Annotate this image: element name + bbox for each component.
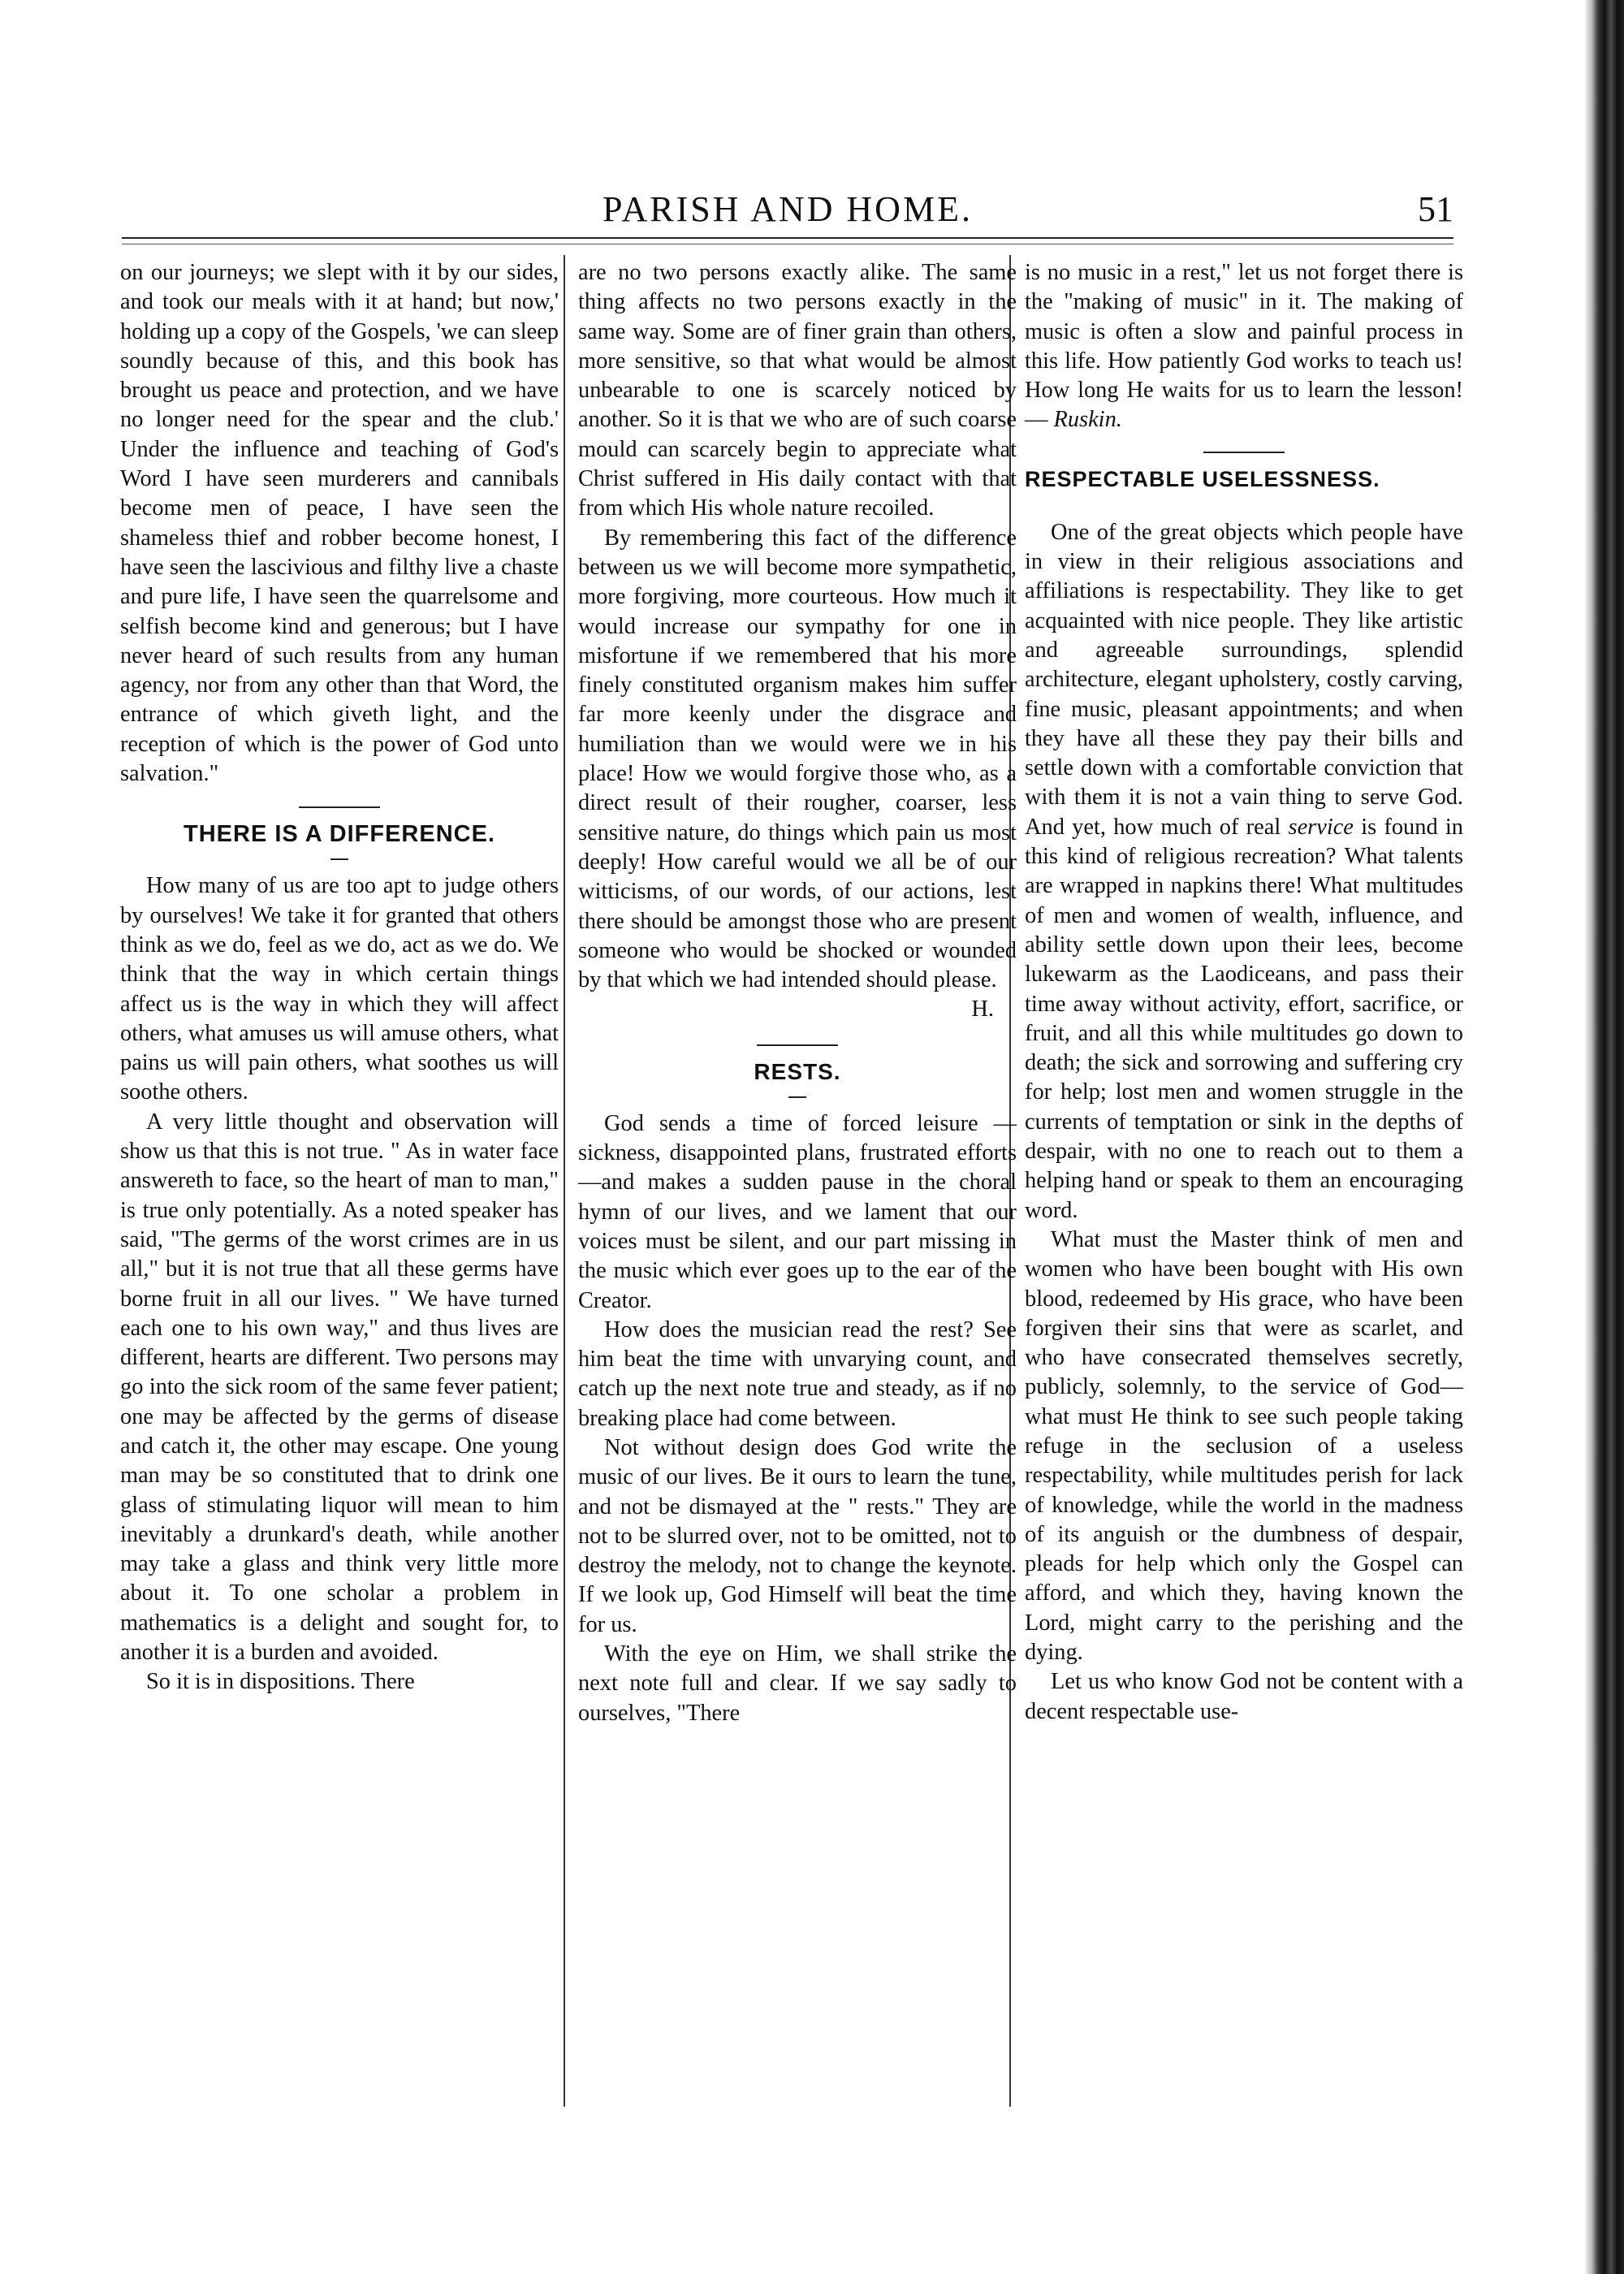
paragraph: Let us who know God not be content with a decent respectable use-	[1025, 1669, 1463, 1724]
paragraph-text: One of the great objects which people have in view in their religious associations and affiliations is respectability. They like to get acquainted with nice people. They like artistic and agreeable surroundings, splendid architecture, elegant upholstery, costly carving, fine music, pleasant appointments; and when they have all these they pay their bills and settle down with a comfortable conviction that with them it is not a vain thing to serve God. And yet, how much of real	[1025, 519, 1463, 840]
paragraph	[1025, 518, 1463, 1226]
header-rule	[122, 237, 1453, 239]
column-divider	[564, 255, 565, 2107]
paragraph: How does the musician read the rest? See him beat the time with unvarying count, and catch up the next note true and steady, as if no breaking place had come between.	[578, 1316, 1017, 1431]
paragraph: on our journeys; we slept with it by our sides, and took our meals with it at hand; but now,' holding up a copy of the Gospels, 'we can sleep soundly because of this, and this book has brought us peace and protection, and we have no longer need for the spear and the club.' Under the influence and teaching of God's Word I have seen murderers and cannibals become men of peace, I have seen the shameless thief and robber become honest, I have seen the lascivious and filthy live a chaste and pure life, I have seen the quarrelsome and selfish become kind and generous; but I have never heard of such results from any human agency, nor from any other than that Word, the entrance of which giveth light, and the reception of which is the power of God unto salvation."	[120, 260, 559, 787]
paragraph: Not without design does God write the music of our lives. Be it ours to learn the tune, and not be dismayed at the " rests." They are not to be slurred over, not to be omitted, not to destroy the melody, not to change the keynote. If we look up, God Himself will beat the time for us.	[578, 1434, 1017, 1637]
paragraph: are no two persons exactly alike. The same thing affects no two persons exactly in the same way. Some are of finer grain than others, more sensitive, so that what would be almost unbearable to one is scarcely noticed by another. So it is that we who are of such coarse mould can scarcely begin to appreciate what Christ suffered in His daily contact with that from which His whole nature recoiled.	[578, 260, 1017, 521]
paragraph: God sends a time of forced leisure —sickness, disappointed plans, frustrated efforts—and makes a sudden pause in the choral hymn of our lives, and we lament that our voices must be silent, and our part missing in the music which ever goes up to the ear of the Creator.	[578, 1110, 1017, 1313]
section-heading: THERE IS A DIFFERENCE.	[184, 821, 495, 848]
paragraph: By remembering this fact of the difference between us we will become more sympathetic, more forgiving, more courteous. How much it would increase our sympathy for one in misfortune if we remembered that his more finely constituted organism makes him suffer far more keenly under the disgrace and humiliation than we would were we in his place! How we would forgive those who, as a direct result of their rougher, coarser, less sensitive nature, do things which pain us most deeply! How careful would we all be of our witticisms, of our words, of our actions, lest there should be amongst those who are present someone who would be shocked or wounded by that which we had intended should please.	[578, 525, 1017, 993]
quotation-text: is no music in a rest," let us not forget there is the "making of music" in it. The making of music is often a slow and painful process in this life. How patiently God works to teach us! How long He waits for us to learn the lesson! —	[1025, 260, 1463, 433]
paragraph: What must the Master think of men and women who have been bought with His own blood, redeemed by His grace, who have been forgiven their sins that were as scarlet, and who have consecrated themselves secretly, publicly, solemnly, to the service of God—what must He think to see such people taking refuge in the seclusion of a useless respectability, while multitudes perish for lack of knowledge, while the world in the madness of its anguish or the dumbness of despair, pleads for help which only the Gospel can afford, and which they, having known the Lord, might carry to the perishing and the dying.	[1025, 1226, 1463, 1666]
quotation-author: Ruskin.	[1053, 407, 1122, 433]
paragraph: With the eye on Him, we shall strike the next note full and clear. If we say sadly to ourselves, "There	[578, 1641, 1017, 1726]
section-heading: RESTS.	[754, 1058, 841, 1084]
section-heading: RESPECTABLE USELESSNESS.	[1025, 466, 1380, 491]
author-signature: H.	[971, 996, 994, 1022]
running-title: PARISH AND HOME.	[603, 189, 973, 229]
paragraph-text: is found in this kind of religious recreation? What talents are wrapped in napkins there! What multitudes of men and women of wealth, influence, and ability settle down upon their lees, become lukewarm as the Laodiceans, and pass their time away without activity, effort, sacrifice, or fruit, and all this while multitudes go down to death; the sick and sorrowing and suffering cry for help; lost men and women struggle in the currents of temptation or sink in the depths of despair, with no one to reach out to them a helping hand or speak to them an encouraging word.	[1025, 814, 1463, 1223]
paragraph: So it is in dispositions. There	[146, 1669, 415, 1695]
paragraph	[1025, 258, 1463, 435]
emphasized-word: service	[1288, 814, 1354, 840]
page-binding-edge	[1585, 0, 1624, 2274]
page-header	[122, 185, 1453, 234]
column-1	[120, 258, 559, 1697]
paragraph: A very little thought and observation will show us that this is not true. " As in water face answereth to face, so the heart of man to man," is true only potentially. As a noted speaker has said, "The germs of the worst crimes are in us all," but it is not true that all these germs have borne fruit in all our lives. " We have turned each one to his own way," and thus lives are different, hearts are different. Two persons may go into the sick room of the same fever patient; one may be affected by the germs of disease and catch it, the other may escape. One young man may be so constituted that to drink one glass of stimulating liquor will mean to him inevitably a drunkard's death, while another may take a glass and think very little more about it. To one scholar a problem in mathematics is a delight and sought for, to another it is a burden and avoided.	[120, 1109, 559, 1666]
paragraph: How many of us are too apt to judge others by ourselves! We take it for granted that others think as we do, feel as we do, act as we do. We think that the way in which certain things affect us is the way in which they will affect others, what amuses us will amuse others, what pains us will pain others, what soothes us will soothe others.	[120, 873, 559, 1105]
page-number: 51	[1418, 189, 1453, 229]
column-2	[578, 258, 1017, 1728]
column-3	[1025, 258, 1463, 1727]
